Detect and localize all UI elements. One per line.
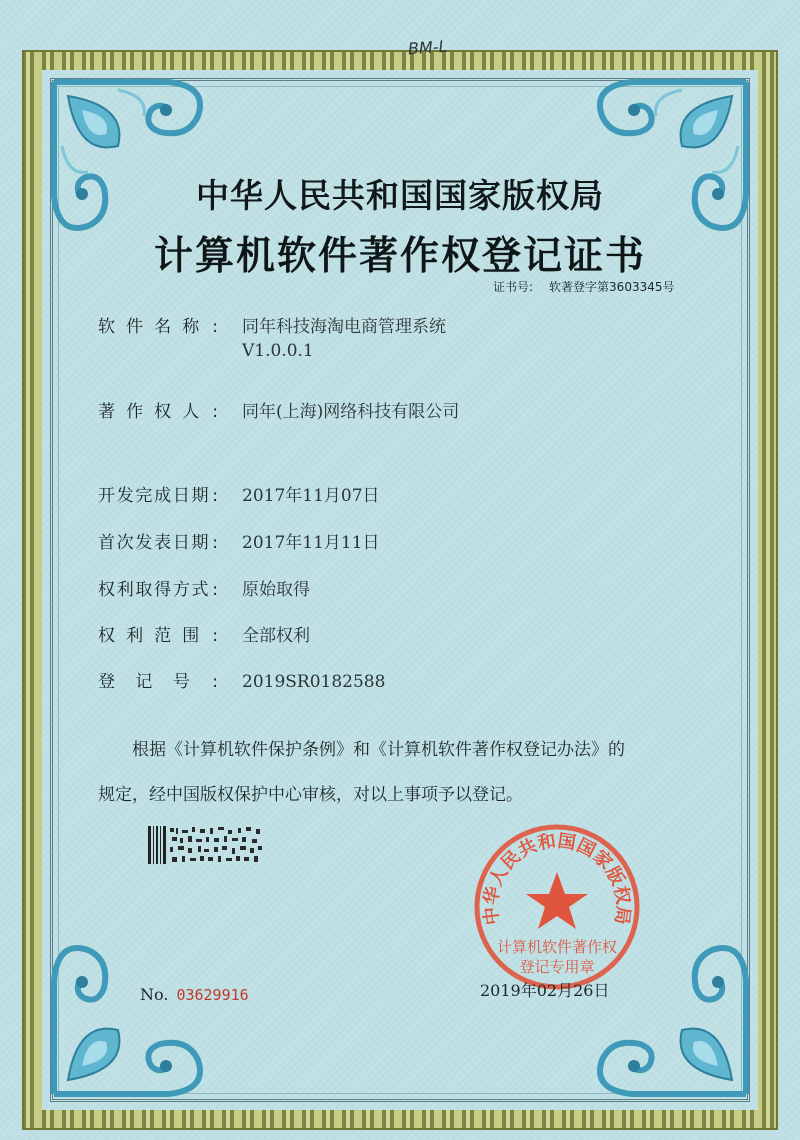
body-text-line-1: 根据《计算机软件保护条例》和《计算机软件著作权登记办法》的 [132, 740, 625, 760]
software-version: V1.0.0.1 [242, 341, 314, 361]
owner-value: 同年(上海)网络科技有限公司 [242, 402, 460, 422]
seal-line-2: 登记专用章 [519, 958, 595, 976]
seal-line-1: 计算机软件著作权 [496, 938, 618, 956]
publication-date-value: 2017年11月11日 [242, 533, 380, 553]
seal-arc-text: 中华人民共和国国家版权局 [480, 830, 634, 927]
registration-number-value: 2019SR0182588 [242, 672, 386, 692]
field-label: 首 次 发 表 日 期 : [98, 533, 218, 553]
certificate-number-value: 软著登字第3603345号 [549, 280, 675, 294]
acquisition-method-value: 原始取得 [242, 580, 310, 600]
field-label: 权 利 范 围 : [98, 626, 218, 646]
development-date-value: 2017年11月07日 [242, 486, 380, 506]
corner-ornament-bottom-left [48, 910, 238, 1100]
rights-scope-value: 全部权利 [242, 626, 310, 646]
serial-label: No. [140, 985, 169, 1004]
software-name-value: 同年科技海淘电商管理系统 [242, 317, 446, 337]
seal-star-icon [526, 872, 588, 929]
issuing-authority: 中华人民共和国国家版权局 [196, 176, 604, 215]
field-label: 开 发 完 成 日 期 : [98, 486, 218, 506]
certificate-number [493, 278, 675, 295]
2d-barcode [148, 826, 266, 864]
serial-value: 03629916 [176, 986, 249, 1004]
handwritten-note: BM-L [407, 36, 449, 59]
body-text-line-2: 规定，经中国版权保护中心审核，对以上事项予以登记。 [98, 785, 523, 805]
field-label: 著 作 权 人 : [98, 402, 218, 422]
field-label: 权 利 取 得 方 式 : [98, 580, 218, 600]
issue-date: 2019年02月26日 [480, 981, 610, 1000]
field-label: 登 记 号 : [98, 672, 218, 692]
official-seal [472, 822, 642, 992]
certificate-number-label: 证书号: [493, 280, 534, 294]
serial-number [140, 985, 249, 1004]
field-label: 软 件 名 称 : [98, 317, 218, 337]
certificate-title: 计算机软件著作权登记证书 [153, 233, 646, 279]
